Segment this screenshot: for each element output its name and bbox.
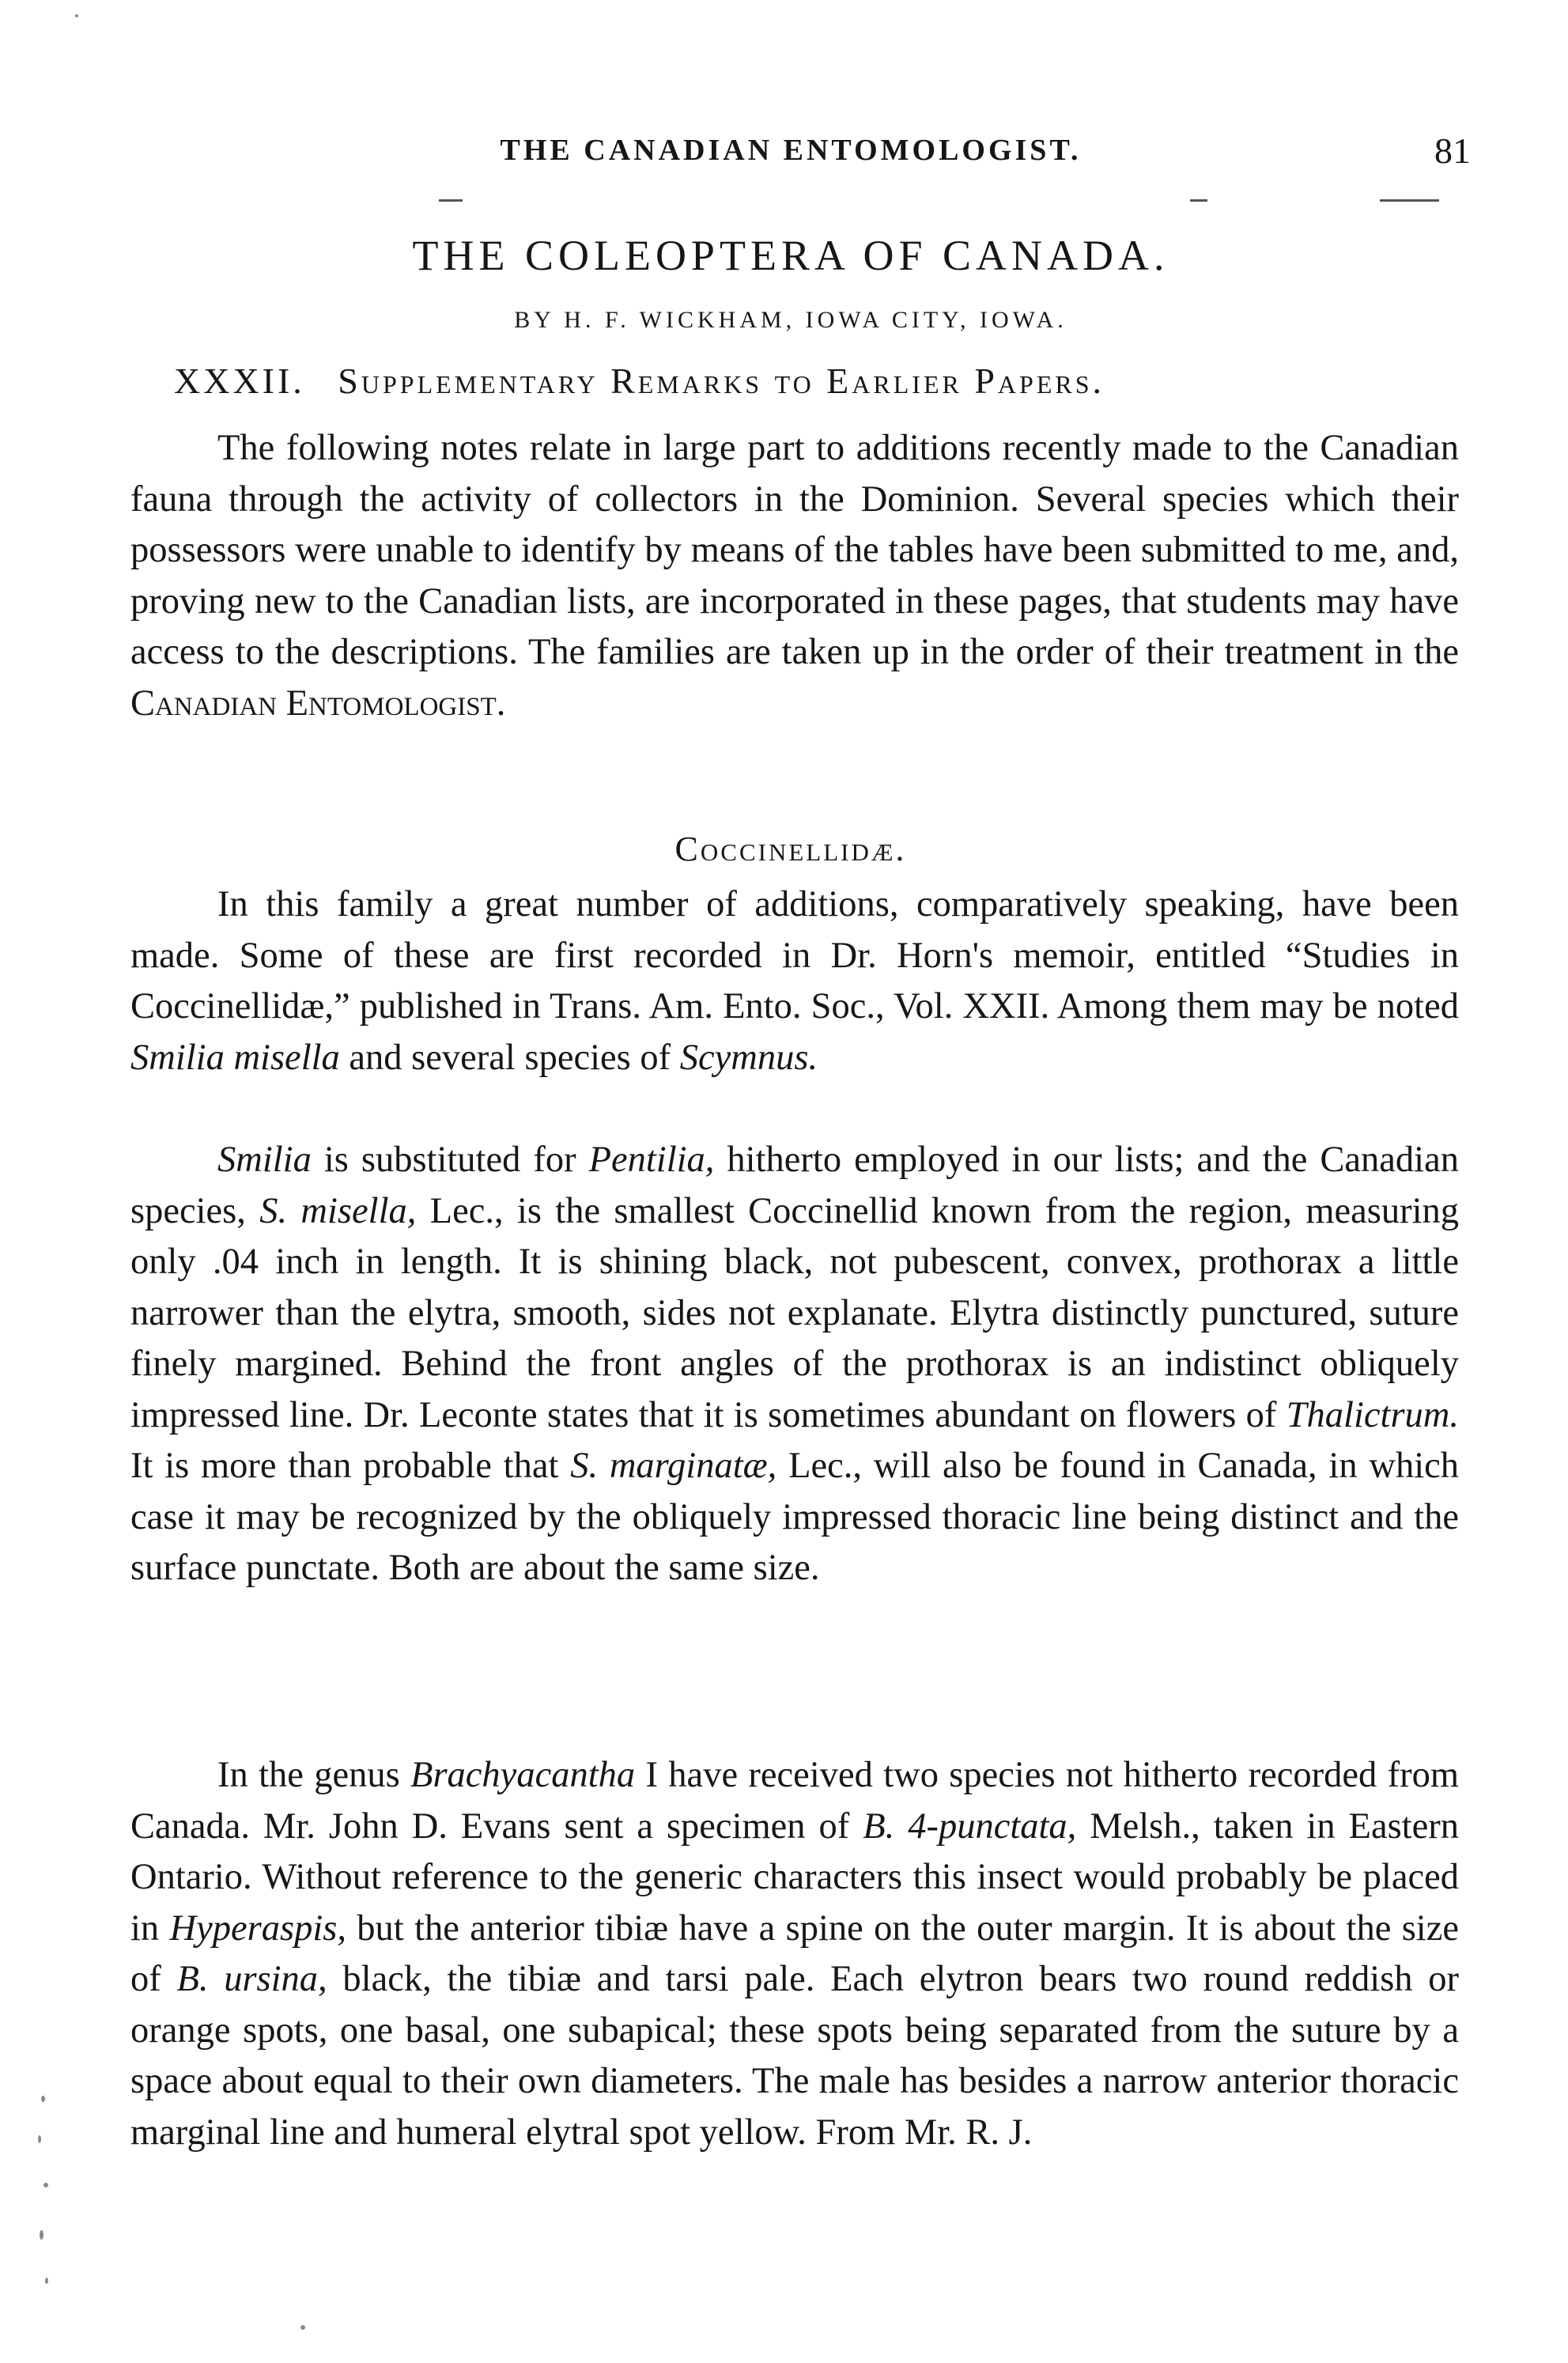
paragraph: In this family a great number of additions, comparatively speaking, have been made. Some of these are first recorded in Dr. Horn's memoir, entitled “Studies in Coccinellidæ,” published in Trans. Am. Ento. Soc., Vol. XXII. Among them may be noted Smilia misella and several species of Scymnus. xyxy=(130,884,1459,1078)
taxon-name: B. 4-punctata, xyxy=(863,1805,1077,1847)
paragraph: Smilia is substituted for Pentilia, hitherto employed in our lists; and the Canadian species, S. misella, Lec., is the smallest Coccinellid known from the region, measuring only .04 inch in length. It is shining black, not pubescent, convex, prothorax a little narrower than the elytra, smooth, sides not explanate. Elytra distinctly punctured, suture finely margined. Behind the front angles of the prothorax is an indistinct obliquely impressed line. Dr. Leconte states that it is sometimes abundant on flowers of Thalictrum. It is more than probable that S. marginatæ, Lec., will also be found in Canada, in which case it may be recognized by the obliquely impressed thoracic line being distinct and the surface punctate. Both are about the same size. xyxy=(130,1140,1460,1588)
taxon-name: S. misella, xyxy=(259,1190,417,1231)
section-heading: Coccinellidæ. xyxy=(674,830,907,868)
header-rule-mark xyxy=(1190,199,1207,202)
body-block-2 xyxy=(130,1135,1459,1594)
running-head xyxy=(127,130,1471,180)
journal-title: THE CANADIAN ENTOMOLOGIST. xyxy=(500,134,1082,167)
part-heading xyxy=(174,360,1105,402)
journal-name: Canadian Entomologist. xyxy=(130,682,506,724)
taxon-name: Thalictrum. xyxy=(1286,1394,1459,1435)
taxon-name: Hyperaspis, xyxy=(169,1907,346,1949)
taxon-name: Smilia xyxy=(217,1140,312,1180)
part-number: XXXII. xyxy=(174,361,305,401)
taxon-name: Pentilia, xyxy=(588,1140,715,1180)
byline: BY H. F. WICKHAM, IOWA CITY, IOWA. xyxy=(514,307,1067,333)
body-block-3 xyxy=(130,1750,1459,2158)
part-title: Supplementary Remarks to Earlier Papers. xyxy=(338,361,1105,401)
page-number: 81 xyxy=(1434,130,1471,171)
paragraph: In the genus Brachyacantha I have received two species not hitherto recorded from Canada. Mr. John D. Evans sent a specimen of B. 4-punctata, Melsh., taken in Eastern Ontario. Without reference to the generic characters this insect would probably be placed in Hyperaspis, but the anterior tibiæ have a spine on the outer margin. It is about the size of B. ursina, black, the tibiæ and tarsi pale. Each elytron bears two round reddish or orange spots, one basal, one subapical; these spots being separated from the suture by a space about equal to their own diameters. The male has besides a narrow anterior thoracic marginal line and humeral elytral spot yellow. From Mr. R. J. xyxy=(130,1755,1460,2153)
taxon-name: Scymnus. xyxy=(679,1037,818,1078)
intro-paragraph: The following notes relate in large part to additions recently made to the Canadian fauna through the activity of collectors in the Dominion. Several species which their possessors were unable to identify by means of the tables have been submitted to me, and, proving new to the Canadian lists, are incorporated in these pages, that students may have access to the descriptions. The families are taken up in the order of their treatment in the Canadian Entomologist. xyxy=(130,428,1459,724)
article-title: THE COLEOPTERA OF CANADA. xyxy=(412,232,1169,279)
body-block-1 xyxy=(130,879,1459,1083)
header-rule-mark xyxy=(1380,199,1439,202)
header-rule-mark xyxy=(439,199,463,202)
taxon-name: S. marginatæ, xyxy=(570,1446,777,1486)
taxon-name: Smilia misella xyxy=(130,1037,340,1078)
taxon-name: Brachyacantha xyxy=(410,1755,636,1795)
taxon-name: B. ursina, xyxy=(176,1959,327,1999)
intro-block xyxy=(130,423,1459,729)
